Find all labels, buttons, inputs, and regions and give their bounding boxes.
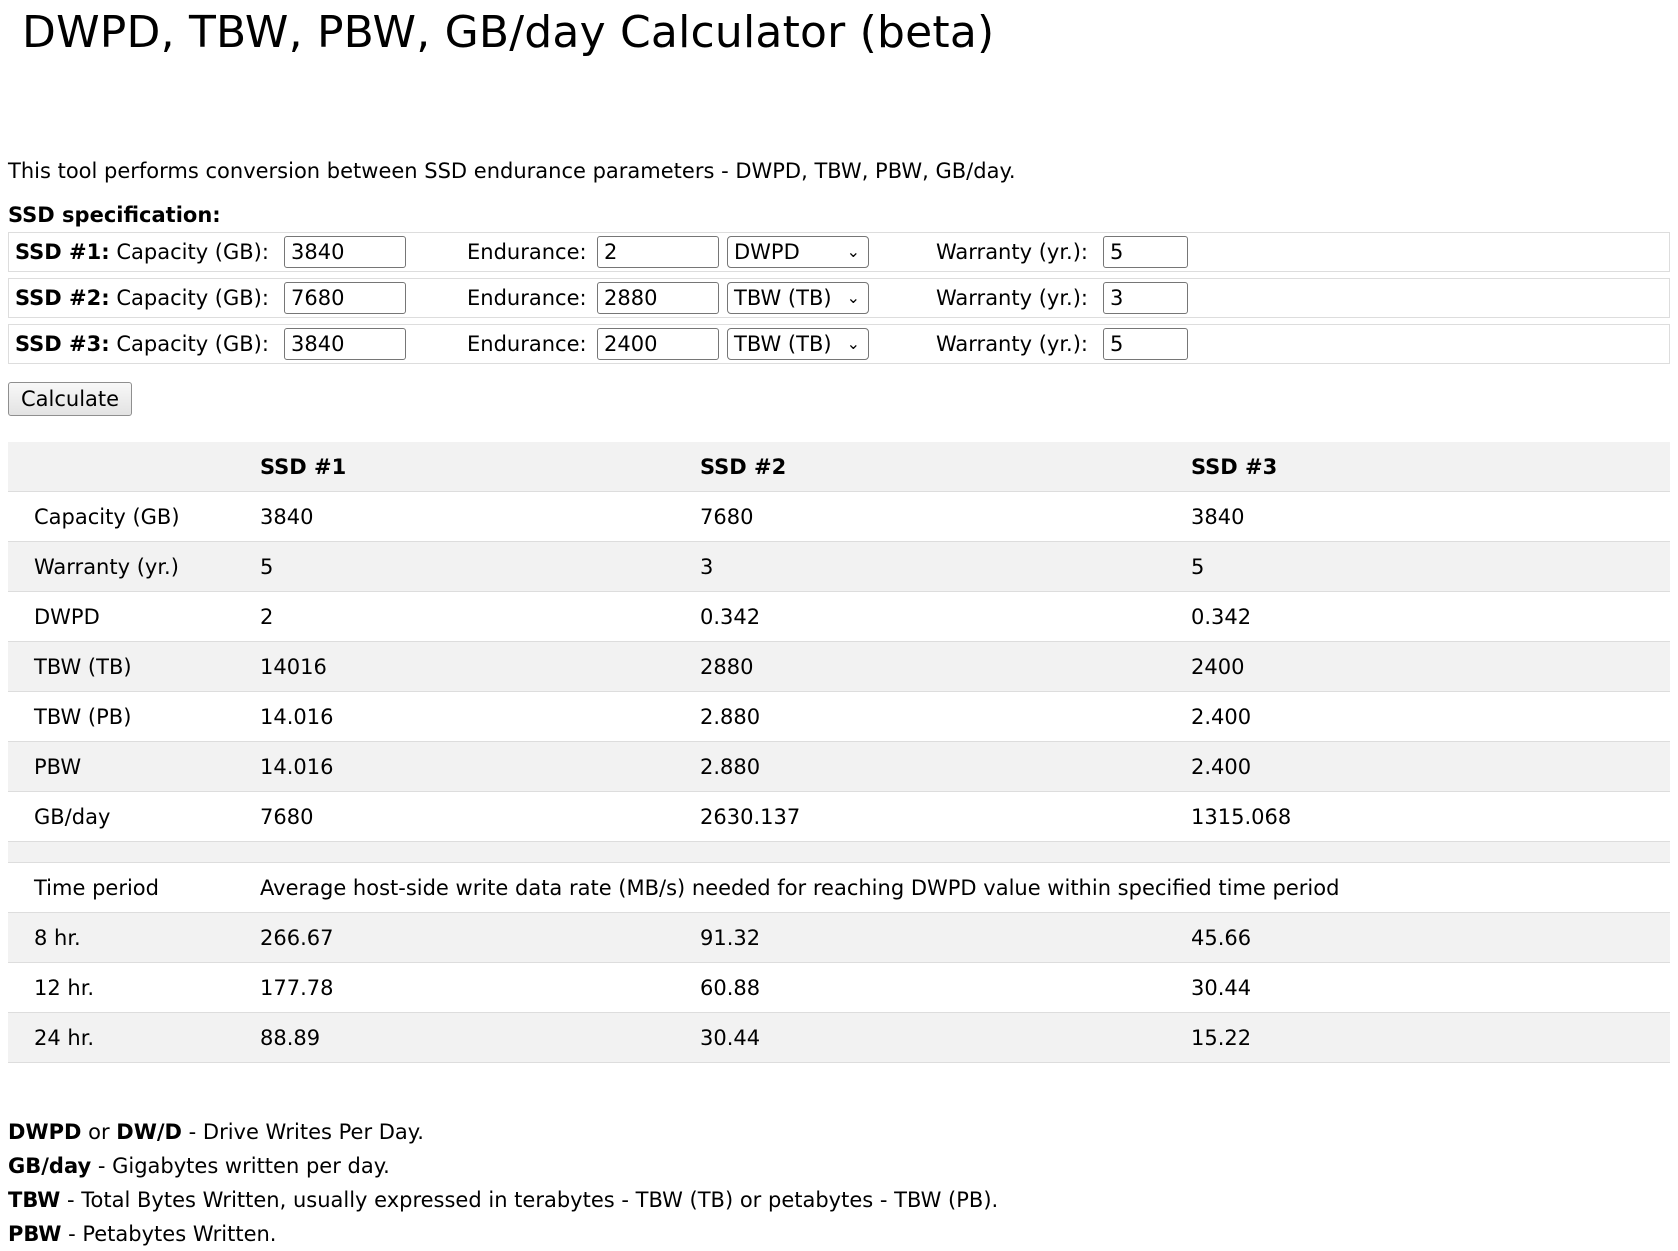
ssd1-endurance-label: Endurance: [467, 240, 587, 264]
legend-term: TBW [8, 1188, 61, 1212]
table-cell: 2.400 [1191, 692, 1670, 742]
table-cell: 3840 [260, 492, 700, 542]
rate-header-label: Time period [8, 863, 260, 913]
ssd3-warranty-input[interactable] [1103, 328, 1188, 360]
legend [8, 1115, 1670, 1251]
ssd2-endurance-label: Endurance: [467, 286, 587, 310]
ssd2-warranty-label: Warranty (yr.): [936, 286, 1088, 310]
table-cell: 2.880 [700, 692, 1191, 742]
table-cell: 88.89 [260, 1013, 700, 1063]
chevron-down-icon: ⌄ [846, 334, 860, 353]
table-header-row [8, 442, 1670, 492]
table-row [8, 492, 1670, 542]
row-label: Warranty (yr.) [8, 542, 260, 592]
spec-heading: SSD specification: [8, 203, 221, 227]
table-cell: 30.44 [700, 1013, 1191, 1063]
chevron-down-icon: ⌄ [846, 288, 860, 307]
table-cell: 266.67 [260, 913, 700, 963]
ssd1-capacity-input[interactable] [284, 236, 406, 268]
spec-row-ssd1 [8, 232, 1670, 272]
row-label: Capacity (GB) [8, 492, 260, 542]
table-cell: 0.342 [1191, 592, 1670, 642]
row-label: TBW (PB) [8, 692, 260, 742]
table-cell: 60.88 [700, 963, 1191, 1013]
table-cell: 14.016 [260, 742, 700, 792]
rate-row [8, 1013, 1670, 1063]
legend-description: - Drive Writes Per Day. [181, 1120, 424, 1144]
legend-item [8, 1183, 1670, 1217]
legend-term: GB/day [8, 1154, 92, 1178]
row-label: PBW [8, 742, 260, 792]
ssd1-unit-select[interactable] [727, 236, 869, 268]
ssd3-endurance-input[interactable] [597, 328, 719, 360]
ssd3-capacity-input[interactable] [284, 328, 406, 360]
table-row [8, 792, 1670, 842]
table-cell: 2630.137 [700, 792, 1191, 842]
table-row [8, 642, 1670, 692]
ssd2-label: SSD #2: Capacity (GB): [15, 286, 269, 310]
table-cell: 15.22 [1191, 1013, 1670, 1063]
ssd2-warranty-input[interactable] [1103, 282, 1188, 314]
ssd3-unit-value: TBW (TB) [734, 332, 832, 356]
ssd3-label: SSD #3: Capacity (GB): [15, 332, 269, 356]
legend-item [8, 1217, 1670, 1251]
chevron-down-icon: ⌄ [846, 242, 860, 261]
table-cell: 30.44 [1191, 963, 1670, 1013]
ssd3-endurance-label: Endurance: [467, 332, 587, 356]
page-title: DWPD, TBW, PBW, GB/day Calculator (beta) [22, 7, 995, 58]
table-cell: 7680 [260, 792, 700, 842]
rate-row [8, 963, 1670, 1013]
table-cell: 2.880 [700, 742, 1191, 792]
rate-header-description: Average host-side write data rate (MB/s) needed for reaching DWPD value within specified time period [260, 863, 1670, 913]
rate-row [8, 913, 1670, 963]
column-header [8, 442, 260, 492]
spec-row-ssd2 [8, 278, 1670, 318]
table-row [8, 592, 1670, 642]
legend-term: DW/D [116, 1120, 182, 1144]
table-divider-cell [8, 842, 1670, 863]
table-cell: 2 [260, 592, 700, 642]
ssd2-endurance-input[interactable] [597, 282, 719, 314]
row-label: 24 hr. [8, 1013, 260, 1063]
legend-item [8, 1115, 1670, 1149]
ssd1-warranty-label: Warranty (yr.): [936, 240, 1088, 264]
legend-term: PBW [8, 1222, 62, 1246]
table-cell: 0.342 [700, 592, 1191, 642]
table-cell: 3 [700, 542, 1191, 592]
ssd1-warranty-input[interactable] [1103, 236, 1188, 268]
row-label: 12 hr. [8, 963, 260, 1013]
ssd1-unit-value: DWPD [734, 240, 800, 264]
calculate-button[interactable]: Calculate [8, 382, 132, 416]
spec-row-ssd3 [8, 324, 1670, 364]
legend-item [8, 1149, 1670, 1183]
ssd3-unit-select[interactable] [727, 328, 869, 360]
ssd2-unit-value: TBW (TB) [734, 286, 832, 310]
table-cell: 5 [1191, 542, 1670, 592]
ssd3-warranty-label: Warranty (yr.): [936, 332, 1088, 356]
table-divider-row [8, 842, 1670, 863]
table-cell: 2880 [700, 642, 1191, 692]
column-header: SSD #1 [260, 442, 700, 492]
legend-joiner: or [81, 1120, 117, 1144]
ssd1-label: SSD #1: Capacity (GB): [15, 240, 269, 264]
table-cell: 14016 [260, 642, 700, 692]
table-cell: 3840 [1191, 492, 1670, 542]
ssd1-endurance-input[interactable] [597, 236, 719, 268]
intro-text: This tool performs conversion between SSD endurance parameters - DWPD, TBW, PBW, GB/day. [8, 159, 1016, 183]
table-cell: 7680 [700, 492, 1191, 542]
table-cell: 177.78 [260, 963, 700, 1013]
column-header: SSD #3 [1191, 442, 1670, 492]
table-row [8, 542, 1670, 592]
table-row [8, 692, 1670, 742]
row-label: DWPD [8, 592, 260, 642]
table-cell: 1315.068 [1191, 792, 1670, 842]
legend-term: DWPD [8, 1120, 82, 1144]
table-cell: 14.016 [260, 692, 700, 742]
legend-description: - Total Bytes Written, usually expressed in terabytes - TBW (TB) or petabytes - TBW (PB). [60, 1188, 999, 1212]
ssd2-capacity-input[interactable] [284, 282, 406, 314]
table-cell: 2.400 [1191, 742, 1670, 792]
table-cell: 45.66 [1191, 913, 1670, 963]
legend-description: - Petabytes Written. [61, 1222, 277, 1246]
row-label: 8 hr. [8, 913, 260, 963]
table-cell: 2400 [1191, 642, 1670, 692]
legend-description: - Gigabytes written per day. [91, 1154, 390, 1178]
column-header: SSD #2 [700, 442, 1191, 492]
results-table [8, 442, 1670, 1063]
rate-header-row [8, 863, 1670, 913]
row-label: TBW (TB) [8, 642, 260, 692]
table-cell: 91.32 [700, 913, 1191, 963]
row-label: GB/day [8, 792, 260, 842]
table-row [8, 742, 1670, 792]
table-cell: 5 [260, 542, 700, 592]
ssd2-unit-select[interactable] [727, 282, 869, 314]
